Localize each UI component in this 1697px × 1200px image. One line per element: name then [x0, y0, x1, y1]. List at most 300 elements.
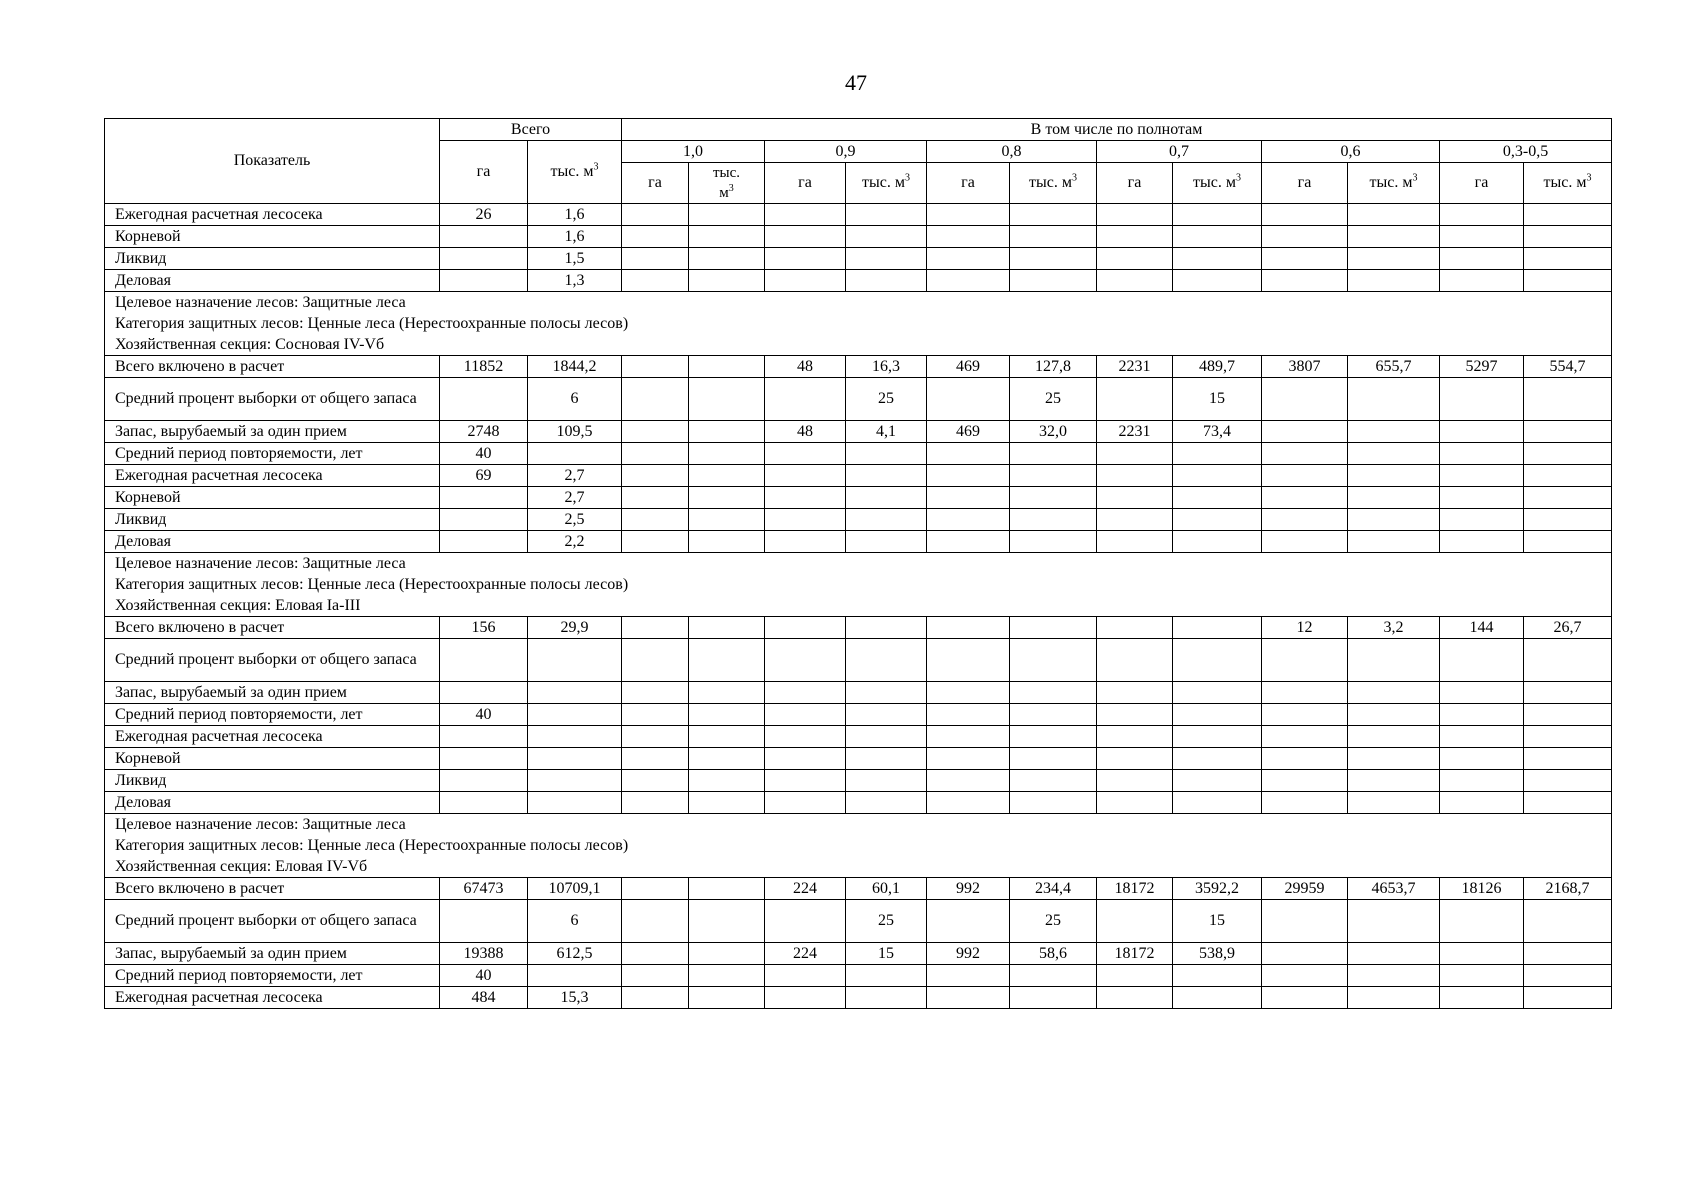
table-cell: 144: [1440, 617, 1524, 639]
table-cell: 234,4: [1010, 878, 1097, 900]
table-cell: [622, 792, 689, 814]
table-cell: [1524, 204, 1612, 226]
table-cell: [765, 726, 846, 748]
table-cell: [846, 704, 927, 726]
table-cell: 5297: [1440, 356, 1524, 378]
table-cell: [1440, 792, 1524, 814]
table-cell: [528, 726, 622, 748]
header-total-vol: тыс. $м^3$: [528, 141, 622, 204]
table-cell: 2,7: [528, 487, 622, 509]
table-cell: [846, 465, 927, 487]
table-cell: [765, 770, 846, 792]
table-cell: 6: [528, 900, 622, 943]
table-row: [105, 965, 1612, 987]
table-cell: 156: [440, 617, 528, 639]
table-cell: [1262, 748, 1348, 770]
row-label: Корневой: [105, 226, 440, 248]
table-cell: [1524, 465, 1612, 487]
table-cell: 6: [528, 378, 622, 421]
header-ha: га: [1097, 163, 1173, 204]
table-cell: [1173, 204, 1262, 226]
table-cell: [1262, 531, 1348, 553]
table-cell: 32,0: [1010, 421, 1097, 443]
table-cell: [1097, 748, 1173, 770]
table-cell: [1524, 792, 1612, 814]
table-cell: [689, 270, 765, 292]
table-cell: 25: [846, 378, 927, 421]
row-label: Средний процент выборки от общего запаса: [105, 639, 440, 682]
table-cell: [846, 487, 927, 509]
table-cell: [765, 792, 846, 814]
table-cell: [765, 748, 846, 770]
row-label: Деловая: [105, 792, 440, 814]
table-cell: [689, 878, 765, 900]
table-row: [105, 704, 1612, 726]
section-line: Целевое назначение лесов: Защитные леса: [115, 555, 406, 572]
table-cell: [622, 204, 689, 226]
table-cell: 2231: [1097, 421, 1173, 443]
table-cell: 469: [927, 356, 1010, 378]
table-cell: [1262, 487, 1348, 509]
table-cell: [927, 770, 1010, 792]
table-cell: 3,2: [1348, 617, 1440, 639]
table-cell: 10709,1: [528, 878, 622, 900]
table-cell: [440, 487, 528, 509]
table-cell: [622, 726, 689, 748]
table-cell: [622, 639, 689, 682]
table-cell: [1173, 443, 1262, 465]
table-row: [105, 378, 1612, 421]
row-label: Ликвид: [105, 248, 440, 270]
table-cell: 25: [1010, 378, 1097, 421]
table-cell: [1440, 965, 1524, 987]
table-cell: [1097, 248, 1173, 270]
table-cell: [1440, 248, 1524, 270]
section-line: Категория защитных лесов: Ценные леса (Нерестоохранные полосы лесов): [115, 837, 629, 854]
header-total-ha: га: [440, 141, 528, 204]
table-cell: 1844,2: [528, 356, 622, 378]
row-label: Ежегодная расчетная лесосека: [105, 204, 440, 226]
table-cell: [1348, 465, 1440, 487]
table-cell: 2748: [440, 421, 528, 443]
table-cell: [1524, 900, 1612, 943]
table-cell: [1440, 531, 1524, 553]
table-cell: [1097, 509, 1173, 531]
table-cell: [1440, 770, 1524, 792]
table-cell: [1440, 270, 1524, 292]
table-body: [105, 204, 1612, 1009]
table-cell: [1097, 682, 1173, 704]
table-row: [105, 421, 1612, 443]
table-cell: [927, 378, 1010, 421]
table-cell: [765, 900, 846, 943]
table-cell: 18172: [1097, 943, 1173, 965]
table-cell: 29,9: [528, 617, 622, 639]
table-cell: [1348, 204, 1440, 226]
table-cell: [440, 248, 528, 270]
table-row: [105, 943, 1612, 965]
table-cell: [1348, 682, 1440, 704]
table-row: [105, 226, 1612, 248]
table-cell: [1097, 792, 1173, 814]
table-cell: [1173, 531, 1262, 553]
table-cell: [765, 270, 846, 292]
table-row: [105, 726, 1612, 748]
table-cell: [622, 965, 689, 987]
table-cell: 16,3: [846, 356, 927, 378]
table-cell: [622, 704, 689, 726]
table-row: [105, 465, 1612, 487]
table-cell: 48: [765, 421, 846, 443]
table-cell: [1173, 748, 1262, 770]
table-cell: [1010, 204, 1097, 226]
table-cell: 15: [1173, 378, 1262, 421]
table-cell: 25: [1010, 900, 1097, 943]
table-row: [105, 878, 1612, 900]
table-cell: [1524, 226, 1612, 248]
table-cell: [1173, 465, 1262, 487]
table-cell: [1348, 748, 1440, 770]
table-cell: [1524, 726, 1612, 748]
table-cell: 538,9: [1173, 943, 1262, 965]
row-label: Всего включено в расчет: [105, 878, 440, 900]
table-cell: [1097, 270, 1173, 292]
table-cell: [1348, 226, 1440, 248]
table-cell: [1262, 509, 1348, 531]
table-cell: [927, 965, 1010, 987]
row-label: Средний процент выборки от общего запаса: [105, 378, 440, 421]
table-cell: [1440, 509, 1524, 531]
row-label: Запас, вырубаемый за один прием: [105, 943, 440, 965]
section-line: Хозяйственная секция: Еловая IV-Vб: [115, 858, 368, 875]
header-density-0-8: 0,8: [927, 141, 1097, 163]
table-cell: 612,5: [528, 943, 622, 965]
header-ha: га: [622, 163, 689, 204]
header-ha: га: [1440, 163, 1524, 204]
table-cell: [1524, 248, 1612, 270]
header-vol: тыс. $м^3$: [689, 163, 765, 204]
table-cell: [1524, 987, 1612, 1009]
table-cell: [1348, 509, 1440, 531]
table-cell: [622, 378, 689, 421]
table-cell: 58,6: [1010, 943, 1097, 965]
table-cell: [765, 987, 846, 1009]
table-cell: [1262, 204, 1348, 226]
table-cell: [1010, 965, 1097, 987]
table-cell: [622, 465, 689, 487]
table-cell: [1524, 421, 1612, 443]
table-cell: [927, 900, 1010, 943]
table-cell: [1440, 943, 1524, 965]
section-row: [105, 292, 1612, 356]
section-line: Целевое назначение лесов: Защитные леса: [115, 294, 406, 311]
section-line: Категория защитных лесов: Ценные леса (Нерестоохранные полосы лесов): [115, 315, 629, 332]
table-cell: 655,7: [1348, 356, 1440, 378]
table-cell: 60,1: [846, 878, 927, 900]
table-cell: [1097, 487, 1173, 509]
table-row: [105, 204, 1612, 226]
table-cell: 2231: [1097, 356, 1173, 378]
table-cell: 12: [1262, 617, 1348, 639]
header-total: Всего: [440, 119, 622, 141]
table-cell: [1010, 531, 1097, 553]
row-label: Корневой: [105, 748, 440, 770]
table-cell: [622, 356, 689, 378]
table-cell: [1097, 443, 1173, 465]
table-cell: [622, 987, 689, 1009]
table-cell: [622, 900, 689, 943]
table-cell: [689, 987, 765, 1009]
row-label: Деловая: [105, 270, 440, 292]
table-cell: [927, 204, 1010, 226]
table-cell: [1097, 965, 1173, 987]
table-cell: [1173, 704, 1262, 726]
table-cell: [1262, 943, 1348, 965]
table-cell: 224: [765, 943, 846, 965]
table-cell: [1348, 270, 1440, 292]
table-cell: 127,8: [1010, 356, 1097, 378]
header-indicator: Показатель: [105, 119, 440, 204]
table-cell: [1262, 465, 1348, 487]
table-header: [105, 119, 1612, 204]
table-cell: [440, 748, 528, 770]
table-cell: [1097, 378, 1173, 421]
table-cell: [927, 617, 1010, 639]
row-label: Всего включено в расчет: [105, 617, 440, 639]
table-row: [105, 748, 1612, 770]
table-cell: [1097, 900, 1173, 943]
header-vol: тыс. $м^3$: [846, 163, 927, 204]
table-cell: [1440, 421, 1524, 443]
table-cell: 1,3: [528, 270, 622, 292]
table-row: [105, 270, 1612, 292]
table-row: [105, 987, 1612, 1009]
table-cell: [1524, 531, 1612, 553]
table-cell: [765, 487, 846, 509]
table-cell: [765, 443, 846, 465]
table-cell: [1173, 270, 1262, 292]
table-cell: [1524, 704, 1612, 726]
row-label: Всего включено в расчет: [105, 356, 440, 378]
table-cell: [528, 770, 622, 792]
table-cell: [622, 943, 689, 965]
header-vol: тыс. $м^3$: [1348, 163, 1440, 204]
table-cell: [622, 248, 689, 270]
table-cell: 1,6: [528, 226, 622, 248]
table-cell: [1262, 378, 1348, 421]
header-density-0-7: 0,7: [1097, 141, 1262, 163]
table-cell: [1524, 639, 1612, 682]
table-cell: 67473: [440, 878, 528, 900]
table-cell: [1097, 987, 1173, 1009]
table-cell: [1524, 378, 1612, 421]
table-cell: [1262, 248, 1348, 270]
table-cell: [440, 682, 528, 704]
table-cell: [528, 639, 622, 682]
table-cell: [1440, 900, 1524, 943]
table-cell: 2168,7: [1524, 878, 1612, 900]
header-density-1-0: 1,0: [622, 141, 765, 163]
section-heading: [105, 553, 1612, 617]
table-cell: 18172: [1097, 878, 1173, 900]
table-cell: [1440, 465, 1524, 487]
table-cell: [927, 987, 1010, 1009]
table-row: [105, 356, 1612, 378]
table-row: [105, 770, 1612, 792]
table-cell: [1010, 270, 1097, 292]
table-cell: [846, 639, 927, 682]
table-cell: [1173, 792, 1262, 814]
table-cell: [440, 509, 528, 531]
table-cell: [440, 726, 528, 748]
table-cell: [1010, 987, 1097, 1009]
table-cell: [1262, 987, 1348, 1009]
row-label: Запас, вырубаемый за один прием: [105, 682, 440, 704]
table-cell: [1173, 726, 1262, 748]
table-cell: [528, 748, 622, 770]
table-cell: [846, 509, 927, 531]
table-cell: [1010, 617, 1097, 639]
table-cell: [689, 704, 765, 726]
table-cell: [440, 226, 528, 248]
table-cell: [927, 248, 1010, 270]
table-cell: [927, 792, 1010, 814]
row-label: Ежегодная расчетная лесосека: [105, 465, 440, 487]
table-cell: [1097, 617, 1173, 639]
table-cell: 2,7: [528, 465, 622, 487]
table-cell: [622, 487, 689, 509]
table-cell: [1348, 726, 1440, 748]
table-cell: [1262, 792, 1348, 814]
table-cell: [765, 617, 846, 639]
table-cell: [1348, 900, 1440, 943]
table-cell: [1010, 682, 1097, 704]
table-cell: [440, 531, 528, 553]
table-cell: 18126: [1440, 878, 1524, 900]
table-cell: [1010, 509, 1097, 531]
table-cell: [689, 770, 765, 792]
table-cell: 15,3: [528, 987, 622, 1009]
table-cell: [1097, 465, 1173, 487]
table-cell: [765, 509, 846, 531]
table-cell: [528, 443, 622, 465]
table-cell: [1097, 204, 1173, 226]
table-cell: [846, 531, 927, 553]
table-cell: [927, 704, 1010, 726]
table-cell: [927, 531, 1010, 553]
table-cell: [927, 270, 1010, 292]
table-cell: [440, 270, 528, 292]
table-cell: 469: [927, 421, 1010, 443]
table-cell: [528, 792, 622, 814]
header-vol: тыс. $м^3$: [1010, 163, 1097, 204]
table-cell: 29959: [1262, 878, 1348, 900]
table-cell: 3592,2: [1173, 878, 1262, 900]
table-cell: [622, 443, 689, 465]
row-label: Ликвид: [105, 770, 440, 792]
table-cell: [1348, 704, 1440, 726]
table-cell: [1524, 770, 1612, 792]
table-cell: [689, 943, 765, 965]
table-cell: [1262, 226, 1348, 248]
table-cell: [846, 270, 927, 292]
table-cell: [1440, 639, 1524, 682]
table-cell: [1173, 248, 1262, 270]
section-heading: [105, 814, 1612, 878]
table-cell: 69: [440, 465, 528, 487]
table-cell: [528, 682, 622, 704]
header-ha: га: [927, 163, 1010, 204]
table-cell: [765, 248, 846, 270]
table-cell: [622, 509, 689, 531]
table-cell: [1173, 639, 1262, 682]
table-cell: [440, 770, 528, 792]
table-cell: 15: [1173, 900, 1262, 943]
table-cell: 2,5: [528, 509, 622, 531]
header-density-0-6: 0,6: [1262, 141, 1440, 163]
row-label: Запас, вырубаемый за один прием: [105, 421, 440, 443]
table-row: [105, 509, 1612, 531]
table-cell: [689, 248, 765, 270]
table-cell: [1262, 900, 1348, 943]
header-vol: тыс. $м^3$: [1173, 163, 1262, 204]
table-cell: [927, 509, 1010, 531]
table-cell: [689, 639, 765, 682]
table-cell: 15: [846, 943, 927, 965]
table-cell: [1010, 248, 1097, 270]
forest-cutting-table: [104, 118, 1612, 1009]
table-cell: 1,6: [528, 204, 622, 226]
table-cell: [927, 226, 1010, 248]
table-cell: [1262, 639, 1348, 682]
table-cell: 40: [440, 443, 528, 465]
table-cell: [765, 704, 846, 726]
table-cell: [1440, 378, 1524, 421]
table-cell: [1440, 704, 1524, 726]
table-cell: [846, 617, 927, 639]
table-cell: [689, 965, 765, 987]
section-row: [105, 553, 1612, 617]
table-row: [105, 443, 1612, 465]
table-cell: [1173, 487, 1262, 509]
table-cell: [1524, 965, 1612, 987]
table-cell: [689, 617, 765, 639]
table-row: [105, 682, 1612, 704]
table-cell: 3807: [1262, 356, 1348, 378]
table-cell: [1173, 770, 1262, 792]
row-label: Корневой: [105, 487, 440, 509]
table-cell: [1348, 421, 1440, 443]
table-cell: [927, 487, 1010, 509]
table-cell: [689, 378, 765, 421]
table-cell: [1262, 770, 1348, 792]
table-cell: [1348, 487, 1440, 509]
table-cell: [1524, 443, 1612, 465]
table-cell: 489,7: [1173, 356, 1262, 378]
table-cell: 4653,7: [1348, 878, 1440, 900]
table-cell: [1010, 726, 1097, 748]
table-cell: [765, 682, 846, 704]
table-cell: [1010, 465, 1097, 487]
table-cell: [1097, 639, 1173, 682]
table-cell: [622, 748, 689, 770]
table-cell: [1097, 226, 1173, 248]
table-cell: [689, 748, 765, 770]
header-ha: га: [765, 163, 846, 204]
table-cell: [1010, 748, 1097, 770]
table-cell: [1524, 270, 1612, 292]
table-cell: 109,5: [528, 421, 622, 443]
